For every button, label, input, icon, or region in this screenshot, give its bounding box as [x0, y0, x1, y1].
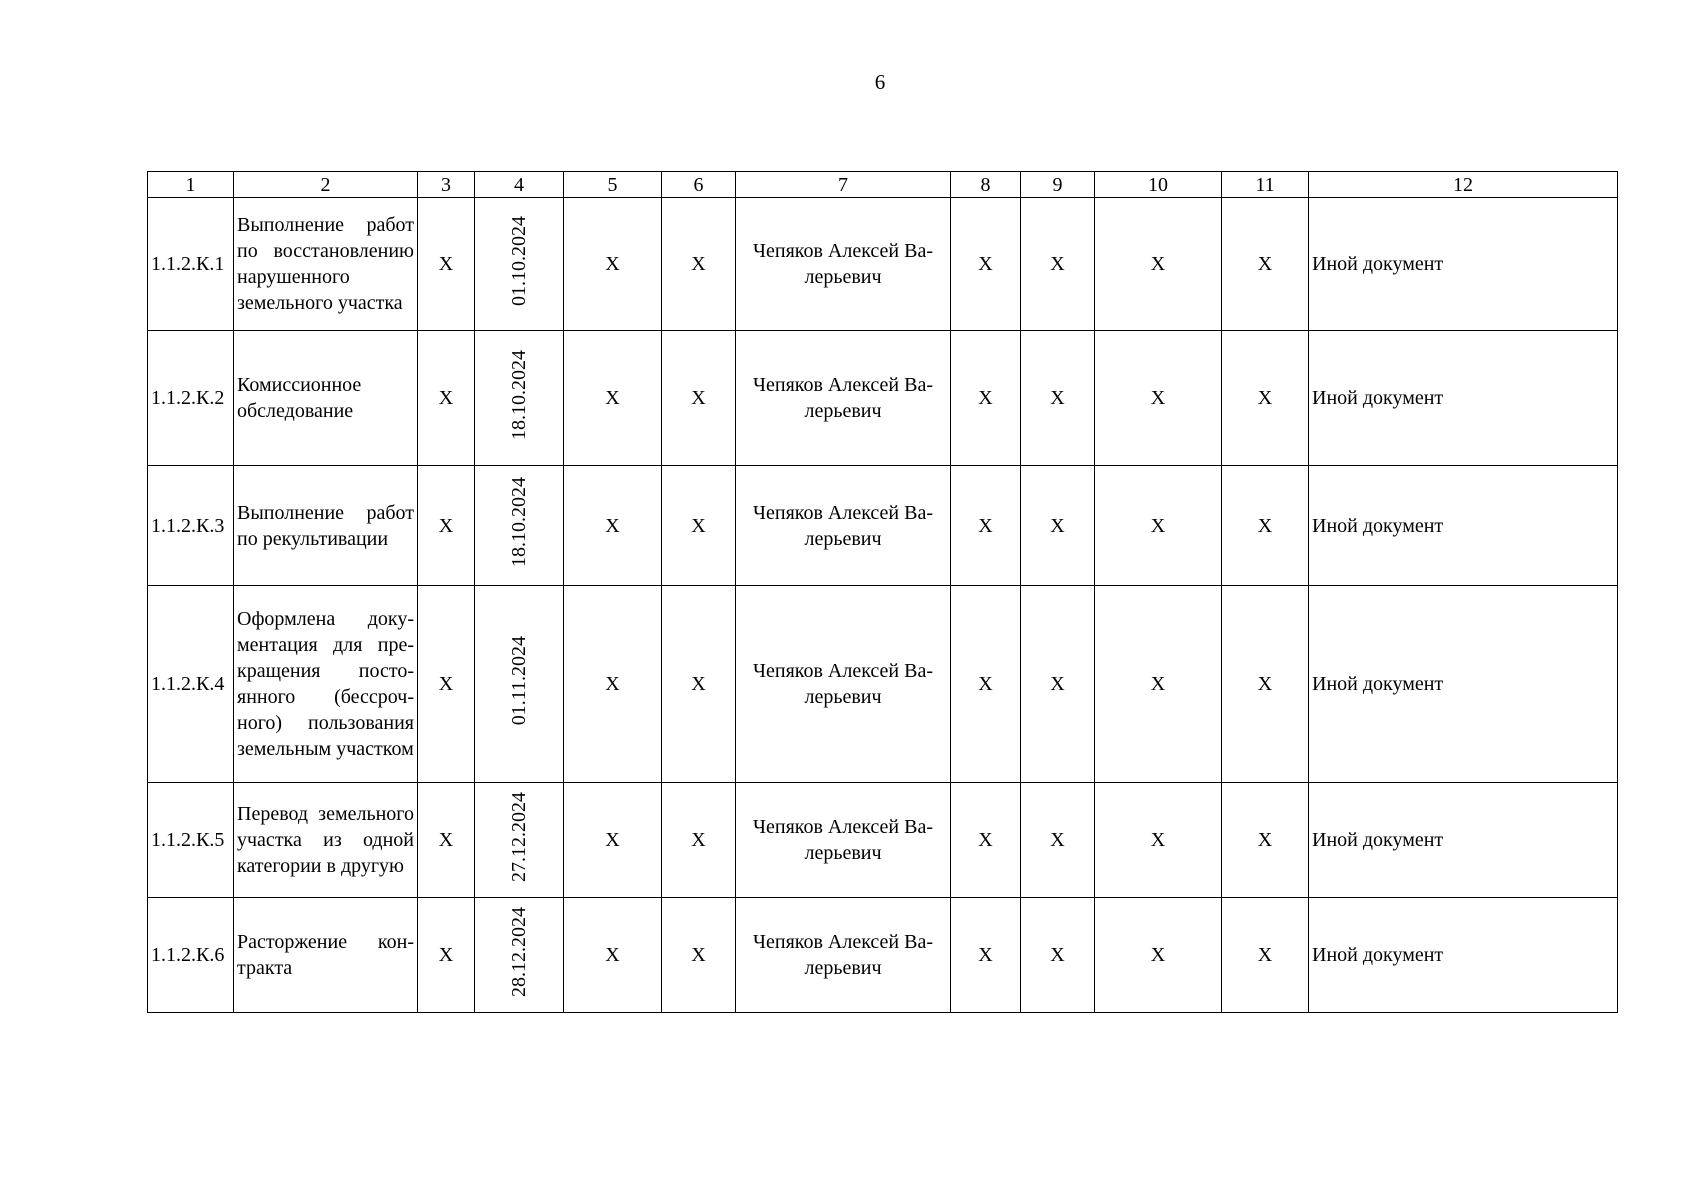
- row-responsible: Чепяков Алексей Валерьевич: [736, 898, 951, 1013]
- row-col-11: X: [1222, 466, 1309, 586]
- table-row: [148, 898, 1618, 1013]
- row-date: 01.10.2024: [508, 215, 530, 306]
- table-row: [148, 783, 1618, 898]
- row-col-10: X: [1095, 586, 1222, 783]
- row-col-9: X: [1021, 331, 1095, 466]
- row-date: 01.11.2024: [508, 635, 530, 726]
- row-description: Выполнение работ по восстановлению нарушенного земельного участка: [234, 198, 418, 331]
- row-col-10: X: [1095, 783, 1222, 898]
- row-col-10: X: [1095, 198, 1222, 331]
- row-code: 1.1.2.К.3: [148, 466, 234, 586]
- row-col-3: X: [418, 466, 475, 586]
- row-col-9: X: [1021, 783, 1095, 898]
- page-number: 6: [874, 70, 886, 94]
- header-col-11: 11: [1222, 172, 1309, 198]
- row-col-6: X: [662, 466, 736, 586]
- row-code: 1.1.2.К.6: [148, 898, 234, 1013]
- row-col-11: X: [1222, 898, 1309, 1013]
- row-col-5: X: [564, 783, 662, 898]
- row-document-type: Иной документ: [1309, 466, 1618, 586]
- table-row: [148, 586, 1618, 783]
- row-description: Комиссионное обследование: [234, 331, 418, 466]
- table-row: [148, 198, 1618, 331]
- row-col-3: X: [418, 586, 475, 783]
- row-date: 27.12.2024: [508, 791, 530, 882]
- row-col-3: X: [418, 898, 475, 1013]
- row-col-8: X: [951, 466, 1021, 586]
- row-responsible: Чепяков Алексей Валерьевич: [736, 586, 951, 783]
- row-code: 1.1.2.К.1: [148, 198, 234, 331]
- row-col-6: X: [662, 198, 736, 331]
- row-col-5: X: [564, 198, 662, 331]
- row-col-9: X: [1021, 466, 1095, 586]
- table-row: [148, 331, 1618, 466]
- row-date-cell: [475, 898, 564, 1013]
- header-col-5: 5: [564, 172, 662, 198]
- row-col-11: X: [1222, 198, 1309, 331]
- row-col-6: X: [662, 898, 736, 1013]
- row-col-10: X: [1095, 898, 1222, 1013]
- header-col-3: 3: [418, 172, 475, 198]
- row-col-11: X: [1222, 586, 1309, 783]
- row-col-5: X: [564, 898, 662, 1013]
- header-col-1: 1: [148, 172, 234, 198]
- row-document-type: Иной документ: [1309, 898, 1618, 1013]
- row-col-10: X: [1095, 466, 1222, 586]
- row-date-cell: [475, 466, 564, 586]
- row-code: 1.1.2.К.4: [148, 586, 234, 783]
- row-date-cell: [475, 586, 564, 783]
- row-col-8: X: [951, 198, 1021, 331]
- control-points-table: [147, 171, 1618, 1013]
- header-col-2: 2: [234, 172, 418, 198]
- row-col-9: X: [1021, 586, 1095, 783]
- row-responsible: Чепяков Алексей Валерьевич: [736, 783, 951, 898]
- row-document-type: Иной документ: [1309, 331, 1618, 466]
- row-code: 1.1.2.К.5: [148, 783, 234, 898]
- row-col-3: X: [418, 331, 475, 466]
- row-document-type: Иной документ: [1309, 586, 1618, 783]
- row-col-11: X: [1222, 331, 1309, 466]
- header-col-9: 9: [1021, 172, 1095, 198]
- row-col-3: X: [418, 198, 475, 331]
- row-col-5: X: [564, 466, 662, 586]
- header-col-12: 12: [1309, 172, 1618, 198]
- row-col-9: X: [1021, 898, 1095, 1013]
- header-row: [148, 172, 1618, 198]
- row-date-cell: [475, 783, 564, 898]
- row-document-type: Иной документ: [1309, 198, 1618, 331]
- table-row: [148, 466, 1618, 586]
- row-col-3: X: [418, 783, 475, 898]
- row-responsible: Чепяков Алексей Валерьевич: [736, 331, 951, 466]
- row-col-8: X: [951, 331, 1021, 466]
- row-date: 18.10.2024: [508, 477, 530, 567]
- row-col-8: X: [951, 586, 1021, 783]
- header-col-6: 6: [662, 172, 736, 198]
- row-date: 28.12.2024: [508, 906, 530, 997]
- header-col-8: 8: [951, 172, 1021, 198]
- row-responsible: Чепяков Алексей Валерьевич: [736, 198, 951, 331]
- row-col-6: X: [662, 331, 736, 466]
- row-col-5: X: [564, 586, 662, 783]
- row-code: 1.1.2.К.2: [148, 331, 234, 466]
- table-header: [148, 172, 1618, 198]
- row-col-6: X: [662, 586, 736, 783]
- row-responsible: Чепяков Алексей Валерьевич: [736, 466, 951, 586]
- header-col-10: 10: [1095, 172, 1222, 198]
- row-col-9: X: [1021, 198, 1095, 331]
- row-date: 18.10.2024: [508, 349, 530, 440]
- row-description: Расторжение контракта: [234, 898, 418, 1013]
- row-document-type: Иной документ: [1309, 783, 1618, 898]
- row-col-8: X: [951, 783, 1021, 898]
- row-description: Выполнение работ по рекультивации: [234, 466, 418, 586]
- header-col-4: 4: [475, 172, 564, 198]
- table-body: [148, 198, 1618, 1013]
- row-col-5: X: [564, 331, 662, 466]
- row-col-6: X: [662, 783, 736, 898]
- row-col-11: X: [1222, 783, 1309, 898]
- row-date-cell: [475, 198, 564, 331]
- row-description: Оформлена документация для прекращения постоянного (бессрочного) пользования земельным участком: [234, 586, 418, 783]
- row-col-10: X: [1095, 331, 1222, 466]
- row-date-cell: [475, 331, 564, 466]
- header-col-7: 7: [736, 172, 951, 198]
- row-col-8: X: [951, 898, 1021, 1013]
- row-description: Перевод земельного участка из одной категории в другую: [234, 783, 418, 898]
